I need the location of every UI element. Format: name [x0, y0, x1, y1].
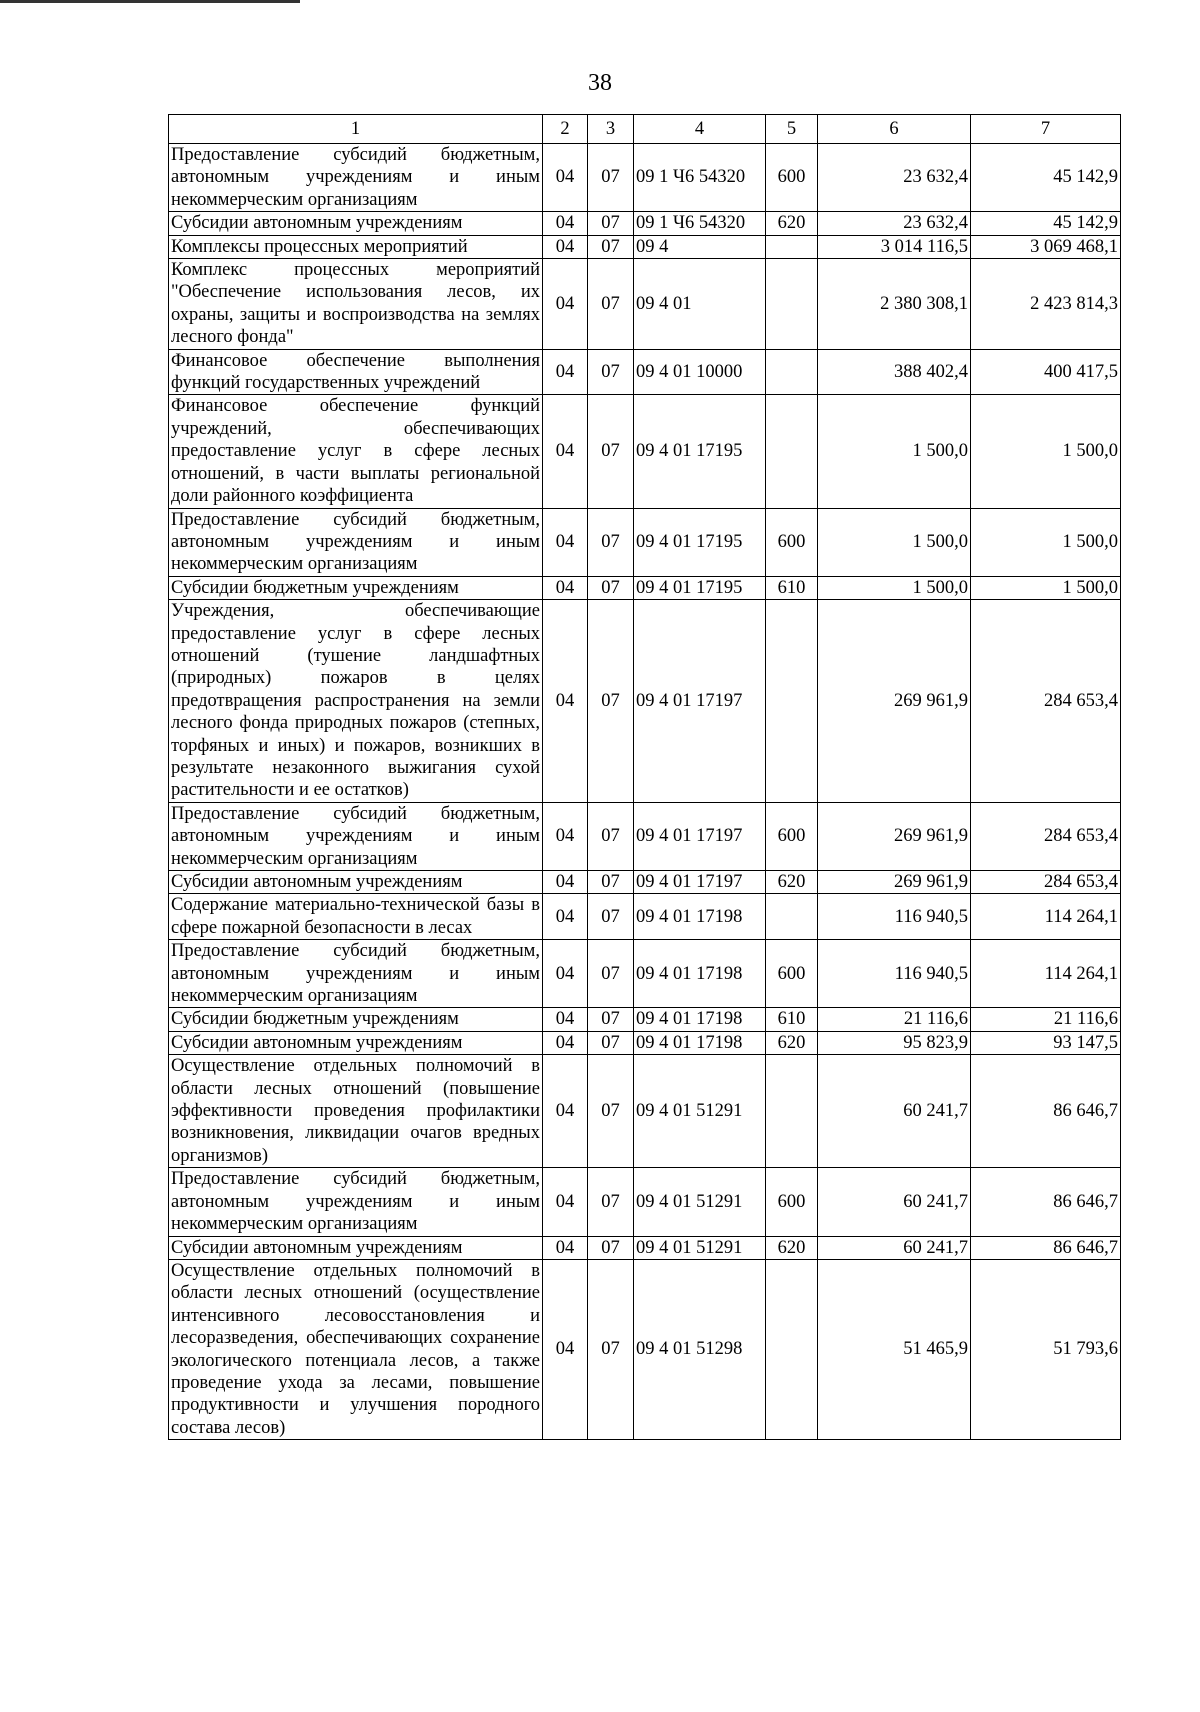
row-subsection-code: 07 [588, 212, 634, 235]
header-col-2: 2 [543, 115, 588, 144]
table-row [169, 894, 1121, 940]
row-section-code: 04 [543, 144, 588, 212]
row-amount-year1: 388 402,4 [818, 349, 971, 395]
row-expense-type: 600 [766, 508, 818, 576]
row-section-code: 04 [543, 235, 588, 258]
row-amount-year1: 2 380 308,1 [818, 259, 971, 350]
table-row [169, 235, 1121, 258]
table-row [169, 349, 1121, 395]
row-amount-year2: 86 646,7 [971, 1236, 1121, 1259]
row-amount-year2: 45 142,9 [971, 144, 1121, 212]
row-amount-year2: 86 646,7 [971, 1168, 1121, 1236]
row-amount-year2: 1 500,0 [971, 576, 1121, 599]
top-edge-rule [0, 0, 300, 3]
row-target-article: 09 1 Ч6 54320 [634, 144, 766, 212]
page-number: 38 [588, 70, 612, 96]
row-description: Предоставление субсидий бюджетным, автономным учреждениям и иным некоммерческим организациям [169, 1168, 543, 1236]
row-subsection-code: 07 [588, 1259, 634, 1439]
row-subsection-code: 07 [588, 1168, 634, 1236]
row-section-code: 04 [543, 600, 588, 803]
table-row [169, 871, 1121, 894]
header-col-4: 4 [634, 115, 766, 144]
row-subsection-code: 07 [588, 508, 634, 576]
row-amount-year1: 116 940,5 [818, 940, 971, 1008]
row-subsection-code: 07 [588, 349, 634, 395]
row-amount-year1: 21 116,6 [818, 1008, 971, 1031]
row-section-code: 04 [543, 1236, 588, 1259]
row-description: Предоставление субсидий бюджетным, автономным учреждениям и иным некоммерческим организациям [169, 508, 543, 576]
table-row [169, 802, 1121, 870]
row-section-code: 04 [543, 802, 588, 870]
row-amount-year1: 1 500,0 [818, 508, 971, 576]
row-target-article: 09 4 01 17197 [634, 600, 766, 803]
header-col-1: 1 [169, 115, 543, 144]
row-section-code: 04 [543, 1031, 588, 1054]
row-amount-year1: 269 961,9 [818, 871, 971, 894]
row-expense-type [766, 894, 818, 940]
row-expense-type [766, 1259, 818, 1439]
row-target-article: 09 4 01 10000 [634, 349, 766, 395]
table-row [169, 508, 1121, 576]
row-expense-type: 600 [766, 940, 818, 1008]
row-description: Предоставление субсидий бюджетным, автономным учреждениям и иным некоммерческим организациям [169, 940, 543, 1008]
row-description: Финансовое обеспечение функций учреждений, обеспечивающих предоставление услуг в сфере лесных отношений, в части выплаты региональной доли районного коэффициента [169, 395, 543, 508]
row-amount-year2: 114 264,1 [971, 894, 1121, 940]
row-subsection-code: 07 [588, 235, 634, 258]
budget-table [168, 114, 1121, 1440]
row-section-code: 04 [543, 871, 588, 894]
row-expense-type [766, 349, 818, 395]
row-section-code: 04 [543, 508, 588, 576]
header-col-3: 3 [588, 115, 634, 144]
row-section-code: 04 [543, 349, 588, 395]
row-amount-year2: 400 417,5 [971, 349, 1121, 395]
row-section-code: 04 [543, 894, 588, 940]
row-amount-year2: 114 264,1 [971, 940, 1121, 1008]
row-subsection-code: 07 [588, 1031, 634, 1054]
table-row [169, 212, 1121, 235]
row-target-article: 09 4 [634, 235, 766, 258]
row-amount-year1: 1 500,0 [818, 395, 971, 508]
row-subsection-code: 07 [588, 802, 634, 870]
row-section-code: 04 [543, 576, 588, 599]
header-row [169, 115, 1121, 144]
table-row [169, 144, 1121, 212]
table-row [169, 1055, 1121, 1168]
header-col-7: 7 [971, 115, 1121, 144]
row-expense-type [766, 235, 818, 258]
row-amount-year1: 23 632,4 [818, 212, 971, 235]
row-target-article: 09 4 01 51291 [634, 1168, 766, 1236]
row-amount-year2: 284 653,4 [971, 600, 1121, 803]
row-amount-year2: 86 646,7 [971, 1055, 1121, 1168]
table-row [169, 395, 1121, 508]
row-description: Субсидии бюджетным учреждениям [169, 576, 543, 599]
row-description: Субсидии автономным учреждениям [169, 212, 543, 235]
row-description: Содержание материально-технической базы в сфере пожарной безопасности в лесах [169, 894, 543, 940]
row-amount-year2: 45 142,9 [971, 212, 1121, 235]
header-col-6: 6 [818, 115, 971, 144]
row-target-article: 09 4 01 51298 [634, 1259, 766, 1439]
row-amount-year1: 51 465,9 [818, 1259, 971, 1439]
table-row [169, 600, 1121, 803]
row-amount-year1: 116 940,5 [818, 894, 971, 940]
row-amount-year1: 269 961,9 [818, 802, 971, 870]
row-section-code: 04 [543, 1008, 588, 1031]
row-subsection-code: 07 [588, 871, 634, 894]
table-row [169, 1259, 1121, 1439]
row-subsection-code: 07 [588, 894, 634, 940]
row-target-article: 09 4 01 17198 [634, 1008, 766, 1031]
row-amount-year1: 3 014 116,5 [818, 235, 971, 258]
row-target-article: 09 4 01 [634, 259, 766, 350]
row-description: Субсидии автономным учреждениям [169, 1031, 543, 1054]
row-expense-type: 620 [766, 871, 818, 894]
row-expense-type [766, 395, 818, 508]
row-target-article: 09 4 01 17197 [634, 871, 766, 894]
row-amount-year2: 2 423 814,3 [971, 259, 1121, 350]
row-expense-type: 600 [766, 1168, 818, 1236]
table-row [169, 1168, 1121, 1236]
row-expense-type [766, 600, 818, 803]
table-row [169, 1031, 1121, 1054]
row-amount-year1: 95 823,9 [818, 1031, 971, 1054]
row-target-article: 09 4 01 51291 [634, 1055, 766, 1168]
row-amount-year2: 21 116,6 [971, 1008, 1121, 1031]
row-expense-type [766, 1055, 818, 1168]
row-subsection-code: 07 [588, 600, 634, 803]
row-target-article: 09 4 01 17198 [634, 940, 766, 1008]
row-description: Осуществление отдельных полномочий в области лесных отношений (повышение эффективности проведения профилактики возникновения, ликвидации очагов вредных организмов) [169, 1055, 543, 1168]
row-subsection-code: 07 [588, 259, 634, 350]
row-section-code: 04 [543, 1259, 588, 1439]
row-target-article: 09 4 01 17197 [634, 802, 766, 870]
row-expense-type: 620 [766, 1031, 818, 1054]
table-row [169, 1008, 1121, 1031]
row-description: Комплекс процессных мероприятий "Обеспечение использования лесов, их охраны, защиты и воспроизводства на землях лесного фонда" [169, 259, 543, 350]
row-subsection-code: 07 [588, 1008, 634, 1031]
row-subsection-code: 07 [588, 1055, 634, 1168]
row-description: Субсидии бюджетным учреждениям [169, 1008, 543, 1031]
row-amount-year1: 60 241,7 [818, 1236, 971, 1259]
row-amount-year1: 60 241,7 [818, 1055, 971, 1168]
row-section-code: 04 [543, 212, 588, 235]
row-amount-year2: 93 147,5 [971, 1031, 1121, 1054]
row-subsection-code: 07 [588, 144, 634, 212]
row-amount-year2: 3 069 468,1 [971, 235, 1121, 258]
table-row [169, 259, 1121, 350]
row-target-article: 09 4 01 17195 [634, 576, 766, 599]
table-body [169, 144, 1121, 1440]
row-description: Субсидии автономным учреждениям [169, 1236, 543, 1259]
row-target-article: 09 4 01 17198 [634, 1031, 766, 1054]
row-amount-year2: 51 793,6 [971, 1259, 1121, 1439]
row-expense-type: 620 [766, 212, 818, 235]
row-subsection-code: 07 [588, 1236, 634, 1259]
row-expense-type: 620 [766, 1236, 818, 1259]
row-amount-year1: 23 632,4 [818, 144, 971, 212]
row-amount-year2: 284 653,4 [971, 871, 1121, 894]
row-expense-type: 600 [766, 802, 818, 870]
row-description: Финансовое обеспечение выполнения функций государственных учреждений [169, 349, 543, 395]
row-expense-type: 610 [766, 576, 818, 599]
row-amount-year1: 1 500,0 [818, 576, 971, 599]
row-section-code: 04 [543, 259, 588, 350]
row-description: Комплексы процессных мероприятий [169, 235, 543, 258]
row-amount-year2: 1 500,0 [971, 395, 1121, 508]
row-section-code: 04 [543, 940, 588, 1008]
row-amount-year2: 1 500,0 [971, 508, 1121, 576]
row-description: Учреждения, обеспечивающие предоставление услуг в сфере лесных отношений (тушение ландшафтных (природных) пожаров в целях предотвращения распространения на земли лесного фонда природных пожаров (степных, торфяных и иных) и пожаров, возникших в результате незаконного выжигания сухой растительности и ее остатков) [169, 600, 543, 803]
row-section-code: 04 [543, 1055, 588, 1168]
row-expense-type: 610 [766, 1008, 818, 1031]
row-expense-type: 600 [766, 144, 818, 212]
row-subsection-code: 07 [588, 395, 634, 508]
row-amount-year1: 269 961,9 [818, 600, 971, 803]
row-description: Предоставление субсидий бюджетным, автономным учреждениям и иным некоммерческим организациям [169, 802, 543, 870]
table-row [169, 576, 1121, 599]
row-target-article: 09 4 01 17195 [634, 395, 766, 508]
row-description: Предоставление субсидий бюджетным, автономным учреждениям и иным некоммерческим организациям [169, 144, 543, 212]
row-target-article: 09 1 Ч6 54320 [634, 212, 766, 235]
row-target-article: 09 4 01 51291 [634, 1236, 766, 1259]
table-row [169, 1236, 1121, 1259]
row-description: Субсидии автономным учреждениям [169, 871, 543, 894]
row-target-article: 09 4 01 17198 [634, 894, 766, 940]
row-target-article: 09 4 01 17195 [634, 508, 766, 576]
row-expense-type [766, 259, 818, 350]
table-row [169, 940, 1121, 1008]
row-amount-year1: 60 241,7 [818, 1168, 971, 1236]
row-subsection-code: 07 [588, 940, 634, 1008]
header-col-5: 5 [766, 115, 818, 144]
row-description: Осуществление отдельных полномочий в области лесных отношений (осуществление интенсивного лесовосстановления и лесоразведения, обеспечивающих сохранение экологического потенциала лесов, а также проведение ухода за лесами, повышение продуктивности и улучшения породного состава лесов) [169, 1259, 543, 1439]
row-section-code: 04 [543, 395, 588, 508]
row-section-code: 04 [543, 1168, 588, 1236]
row-amount-year2: 284 653,4 [971, 802, 1121, 870]
row-subsection-code: 07 [588, 576, 634, 599]
